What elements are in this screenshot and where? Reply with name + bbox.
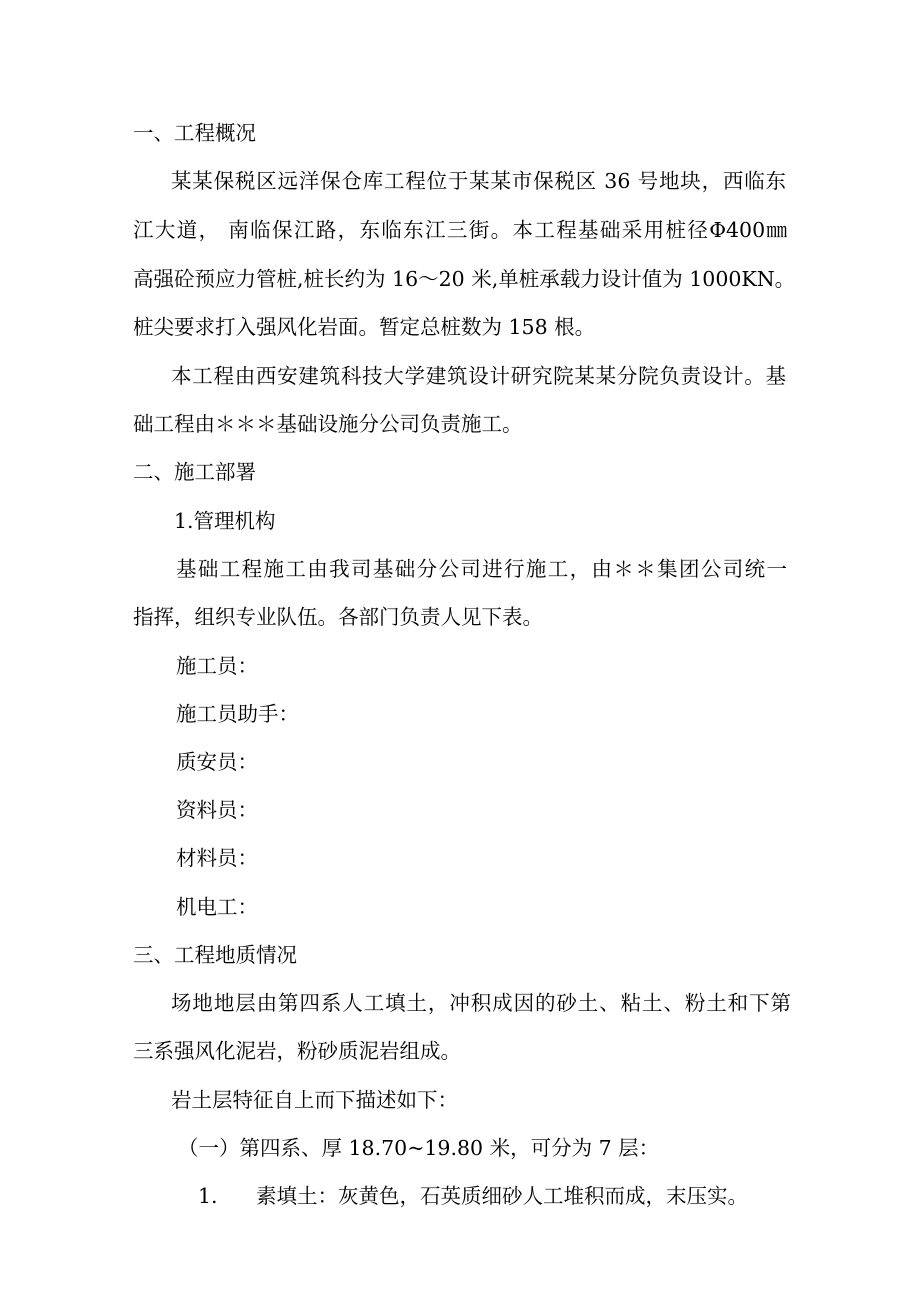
item-1-text: 素填土：灰黄色，石英质细砂人工堆积而成，末压实。 [256,1184,748,1208]
overview-line-2: 江大道， 南临保江路，东临东江三街。本工程基础采用桩径Φ400㎜ [133,218,787,242]
design-line-1: 本工程由西安建筑科技大学建筑设计研究院某某分院负责设计。基 [171,364,786,388]
overview-line-1: 某某保税区远洋保仓库工程位于某某市保税区 36 号地块，西临东 [171,169,786,193]
role-electrician: 机电工： [176,895,258,919]
section-heading-geology: 三、工程地质情况 [133,943,297,967]
section-heading-deployment: 二、施工部署 [133,460,256,484]
section-heading-overview: 一、工程概况 [133,121,256,145]
item-1-number: 1. [198,1184,218,1208]
management-line-2: 指挥，组织专业队伍。各部门负责人见下表。 [133,605,543,629]
role-constructor-assistant: 施工员助手： [176,702,299,726]
management-line-1: 基础工程施工由我司基础分公司进行施工，由＊＊集团公司统一 [176,557,787,581]
overview-line-3: 高强砼预应力管桩,桩长约为 16～20 米,单桩承载力设计值为 1000KN。 [133,267,796,291]
overview-line-4: 桩尖要求打入强风化岩面。暂定总桩数为 158 根。 [133,315,596,339]
quaternary-description: （一）第四系、厚 18.70~19.80 米，可分为 7 层： [178,1136,660,1160]
sub-heading-management: 1.管理机构 [174,509,276,533]
strata-intro: 岩土层特征自上而下描述如下： [171,1088,458,1112]
geology-line-2: 三系强风化泥岩，粉砂质泥岩组成。 [133,1039,461,1063]
role-constructor: 施工员： [176,654,258,678]
role-documentation: 资料员： [176,798,258,822]
geology-line-1: 场地地层由第四系人工填土，冲积成因的砂土、粘土、粉土和下第 [171,991,791,1015]
role-materials: 材料员： [176,846,258,870]
role-safety-officer: 质安员： [176,750,258,774]
design-line-2: 础工程由＊＊＊基础设施分公司负责施工。 [133,412,523,436]
